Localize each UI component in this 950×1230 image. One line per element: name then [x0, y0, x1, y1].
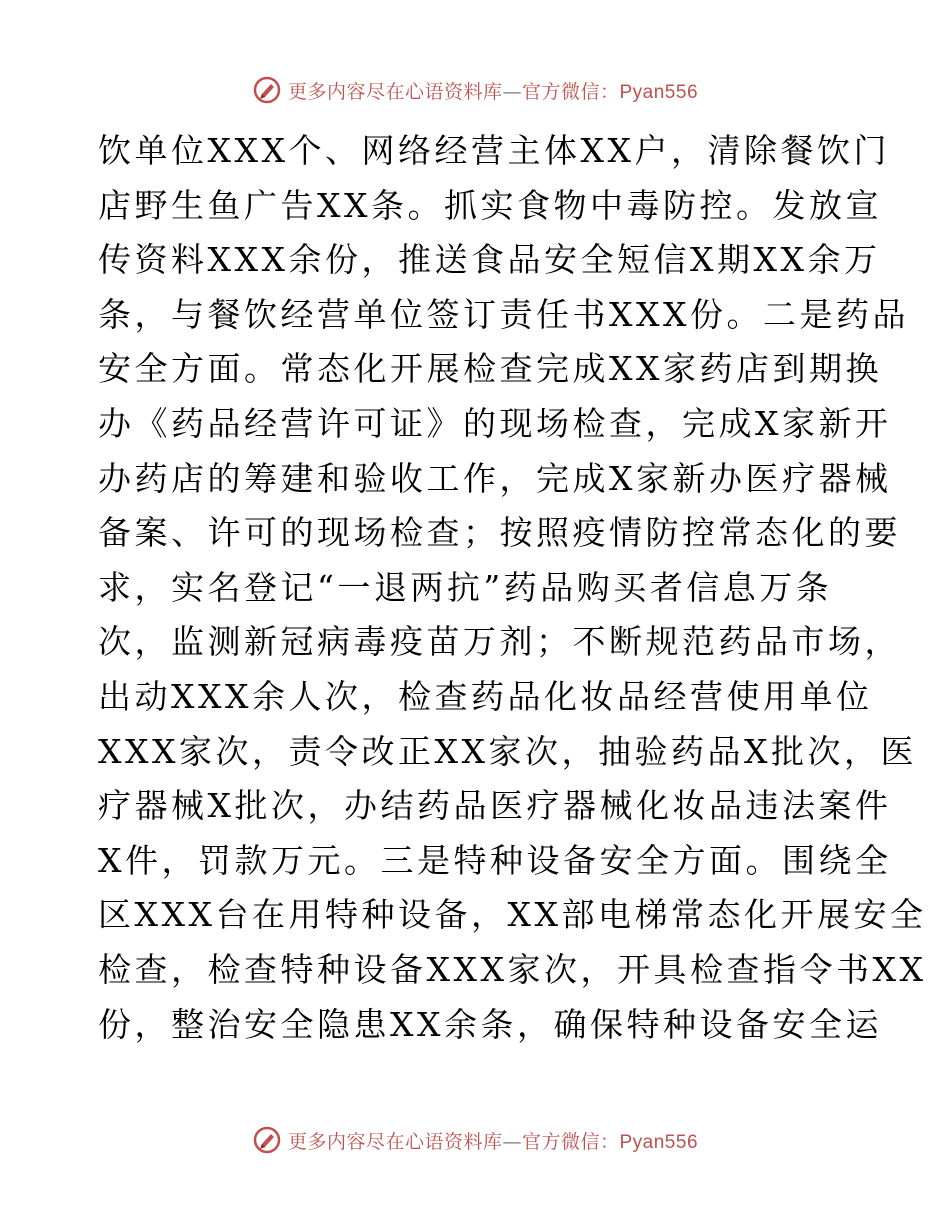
- watermark-separator: —: [502, 80, 522, 103]
- body-line: XXX家次，责令改正XX家次，抽验药品X批次，医: [98, 731, 917, 771]
- body-line: 条，与餐饮经营单位签订责任书XXX份。二是药品: [98, 294, 909, 334]
- watermark-text: [288, 1127, 698, 1154]
- body-line: 份，整治安全隐患XX余条，确保特种设备安全运: [98, 1004, 882, 1044]
- watermark-separator: —: [502, 1130, 522, 1153]
- body-line: 办药店的筹建和验收工作，完成X家新办医疗器械: [98, 458, 892, 498]
- watermark-contact: 官方微信：Pyan556: [522, 81, 699, 103]
- body-line: 检查，检查特种设备XXX家次，开具检查指令书XX: [98, 949, 927, 989]
- body-line: 安全方面。常态化开展检查完成XX家药店到期换: [98, 349, 882, 389]
- body-line: 饮单位XXX个、网络经营主体XX户，清除餐饮门: [98, 131, 890, 170]
- body-line: 区XXX台在用特种设备，XX部电梯常态化开展安全: [98, 895, 927, 935]
- body-line: 求，实名登记“一退两抗”药品购买者信息万条: [98, 567, 833, 607]
- pen-logo-icon: [252, 75, 282, 105]
- body-line: 店野生鱼广告XX条。抓实食物中毒防控。发放宣: [98, 185, 882, 225]
- document-body: [98, 124, 927, 1052]
- watermark-site-name: 更多内容尽在心语资料库: [287, 1130, 503, 1153]
- body-line: 办《药品经营许可证》的现场检查，完成X家新开: [98, 403, 892, 443]
- watermark-site-name: 更多内容尽在心语资料库: [287, 80, 503, 103]
- body-line: X件，罚款万元。三是特种设备安全方面。围绕全: [98, 840, 892, 880]
- watermark-contact: 官方微信：Pyan556: [522, 1131, 699, 1153]
- footer-watermark: [0, 1120, 950, 1160]
- header-watermark: [0, 70, 950, 110]
- body-line: 传资料XXX余份，推送食品安全短信X期XX余万: [98, 240, 881, 280]
- watermark-text: [288, 77, 698, 104]
- body-line: 出动XXX余人次，检查药品化妆品经营使用单位: [98, 676, 873, 716]
- body-line: 疗器械X批次，办结药品医疗器械化妆品违法案件: [98, 786, 892, 826]
- body-line: 备案、许可的现场检查；按照疫情防控常态化的要: [98, 513, 901, 553]
- body-line: 次，监测新冠病毒疫苗万剂；不断规范药品市场，: [98, 622, 901, 662]
- pen-logo-icon: [252, 1125, 282, 1155]
